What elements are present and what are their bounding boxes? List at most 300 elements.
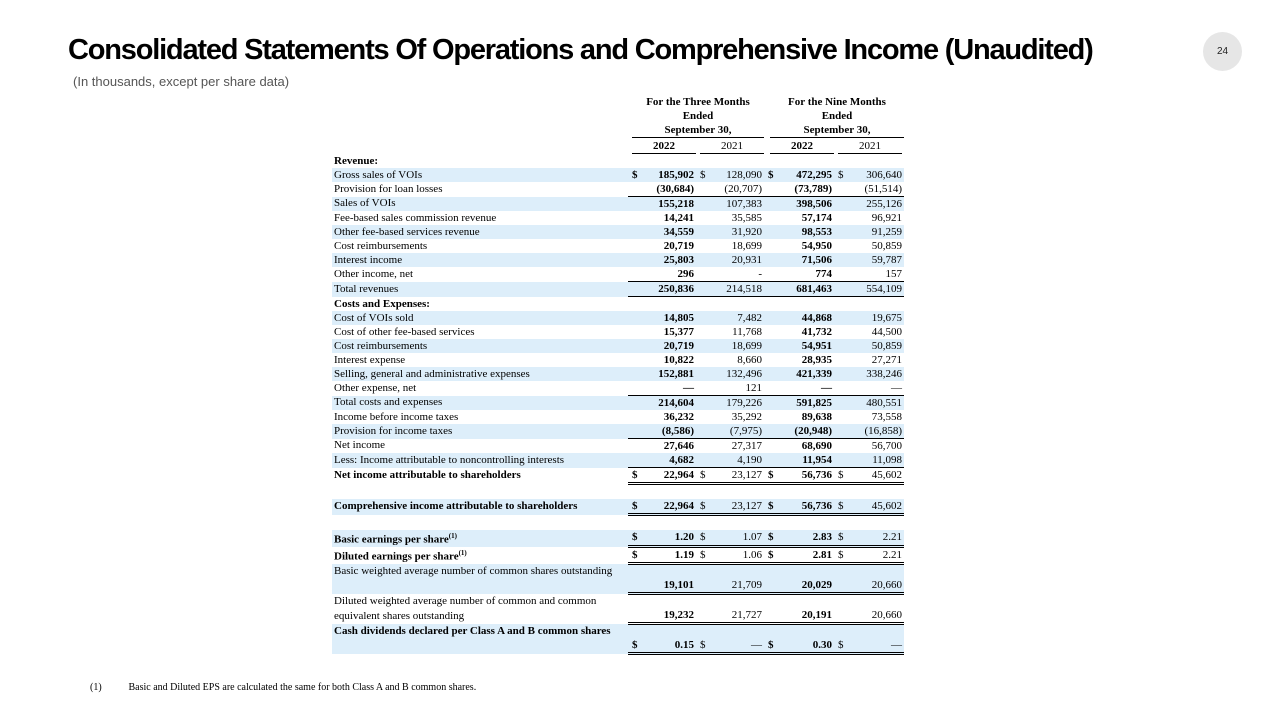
currency-cell <box>764 197 778 212</box>
currency-cell <box>834 439 848 454</box>
value-cell-nm-2021 <box>848 424 904 439</box>
value-cell-q-2021 <box>710 325 764 339</box>
currency-cell <box>834 197 848 212</box>
row-label <box>332 211 628 225</box>
value-cell-nm-2022 <box>778 168 834 182</box>
currency-cell <box>834 225 848 239</box>
table-row <box>332 547 904 564</box>
table-row <box>332 211 904 225</box>
value-text: 45,602 <box>871 468 903 481</box>
currency-cell <box>696 253 710 267</box>
currency-cell <box>696 410 710 424</box>
value-cell-nm-2021 <box>848 439 904 454</box>
value-cell-nm-2022 <box>778 468 834 484</box>
row-label <box>332 253 628 267</box>
value-cell-nm-2021 <box>848 225 904 239</box>
value-cell-nm-2022 <box>778 211 834 225</box>
currency-cell <box>628 311 642 325</box>
value-cell-nm-2022 <box>778 396 834 411</box>
value-cell-q-2022 <box>642 239 696 253</box>
table-row <box>332 239 904 253</box>
value-text: 2.21 <box>882 531 903 544</box>
value-cell-q-2021 <box>710 499 764 515</box>
value-cell-nm-2022 <box>778 239 834 253</box>
row-label-text: Total revenues <box>334 282 399 295</box>
row-label <box>332 267 628 282</box>
currency-cell <box>764 239 778 253</box>
value-cell-q-2022 <box>642 282 696 297</box>
value-cell-nm-2022 <box>778 282 834 297</box>
currency-symbol: $ <box>700 639 706 652</box>
currency-cell <box>764 564 778 594</box>
value-text: 155,218 <box>658 197 694 210</box>
value-cell-nm-2021 <box>848 211 904 225</box>
value-text: 11,768 <box>732 325 762 338</box>
value-text: 214,604 <box>658 396 694 409</box>
currency-cell <box>834 168 848 182</box>
value-cell-q-2021 <box>710 410 764 424</box>
currency-cell <box>696 381 710 396</box>
value-text: 132,496 <box>726 367 762 380</box>
value-text: 338,246 <box>866 367 903 380</box>
currency-cell <box>764 339 778 353</box>
value-text: 774 <box>815 267 832 280</box>
currency-symbol: $ <box>768 468 774 481</box>
currency-cell <box>696 267 710 282</box>
currency-cell <box>696 367 710 381</box>
currency-cell <box>628 624 642 654</box>
nine-months-header-line1: For the Nine Months <box>788 96 886 108</box>
value-text: 23,127 <box>731 499 762 512</box>
currency-cell <box>696 453 710 468</box>
value-cell-q-2021 <box>710 453 764 468</box>
table-row <box>332 439 904 454</box>
row-label-text: Cost reimbursements <box>334 239 428 252</box>
value-cell-nm-2022 <box>778 499 834 515</box>
row-label <box>332 547 628 564</box>
currency-cell <box>696 439 710 454</box>
value-cell-q-2022 <box>642 594 696 624</box>
row-label <box>332 624 628 654</box>
value-cell-q-2021 <box>710 468 764 484</box>
value-text: 44,868 <box>801 311 832 324</box>
page-number-badge <box>1203 32 1242 71</box>
value-cell-q-2022 <box>642 547 696 564</box>
currency-cell <box>696 325 710 339</box>
value-text: 19,232 <box>663 609 694 622</box>
currency-cell <box>696 182 710 197</box>
currency-cell <box>764 439 778 454</box>
value-text: 59,787 <box>871 253 903 266</box>
value-cell-nm-2022 <box>778 410 834 424</box>
value-cell-q-2021 <box>710 168 764 182</box>
row-label-text: Cost of other fee-based services <box>334 325 475 338</box>
value-cell-nm-2022 <box>778 197 834 212</box>
three-months-header <box>632 95 764 138</box>
table-row <box>332 396 904 411</box>
currency-cell <box>628 367 642 381</box>
value-cell-nm-2022 <box>778 564 834 594</box>
row-label <box>332 594 628 624</box>
value-cell-q-2021 <box>710 211 764 225</box>
value-text: (7,975) <box>729 424 762 437</box>
currency-cell <box>764 453 778 468</box>
value-text: 35,585 <box>731 211 762 224</box>
row-label-text: Other expense, net <box>334 381 417 394</box>
row-label <box>332 353 628 367</box>
value-cell-q-2022 <box>642 381 696 396</box>
value-cell-q-2022 <box>642 211 696 225</box>
currency-cell <box>628 253 642 267</box>
currency-cell <box>696 624 710 654</box>
currency-cell <box>834 424 848 439</box>
currency-cell <box>764 396 778 411</box>
footnote-number: (1) <box>90 682 102 693</box>
value-cell-nm-2022 <box>778 325 834 339</box>
value-text: 4,682 <box>669 453 694 466</box>
currency-symbol: $ <box>768 548 774 561</box>
value-text: 14,805 <box>663 311 694 324</box>
row-label <box>332 564 628 594</box>
value-text: 1.06 <box>742 548 762 561</box>
value-text: 20,931 <box>731 253 762 266</box>
currency-cell <box>764 325 778 339</box>
currency-cell <box>834 594 848 624</box>
value-cell-nm-2021 <box>848 325 904 339</box>
value-cell-q-2022 <box>642 168 696 182</box>
three-months-header-line3: September 30, <box>632 123 764 138</box>
value-cell-q-2021 <box>710 339 764 353</box>
row-label <box>332 168 628 182</box>
value-cell-q-2022 <box>642 311 696 325</box>
table-row <box>332 468 904 484</box>
table-row <box>332 594 904 624</box>
value-cell-nm-2021 <box>848 624 904 654</box>
value-text: 179,226 <box>726 396 762 409</box>
spacer-row <box>332 484 904 500</box>
table-row <box>332 225 904 239</box>
section-header-row <box>332 154 904 168</box>
value-text: 185,902 <box>658 168 694 181</box>
currency-cell <box>696 468 710 484</box>
year-header-nm-2022: 2022 <box>770 139 834 154</box>
footnote-text: Basic and Diluted EPS are calculated the same for both Class A and B common shares. <box>128 682 477 693</box>
currency-cell <box>628 499 642 515</box>
currency-cell <box>628 468 642 484</box>
value-cell-q-2021 <box>710 197 764 212</box>
currency-cell <box>628 396 642 411</box>
value-text: 306,640 <box>866 168 903 181</box>
value-text: 1.20 <box>674 531 694 544</box>
currency-symbol: $ <box>768 639 774 652</box>
currency-cell <box>834 564 848 594</box>
table-row <box>332 182 904 197</box>
row-label-text: Cost of VOIs sold <box>334 311 414 324</box>
row-label-text: Revenue: <box>334 154 378 167</box>
value-text: 23,127 <box>731 468 762 481</box>
currency-cell <box>764 168 778 182</box>
row-label <box>332 325 628 339</box>
currency-cell <box>696 499 710 515</box>
value-cell-nm-2021 <box>848 499 904 515</box>
nine-months-header <box>770 95 904 138</box>
value-cell-nm-2021 <box>848 410 904 424</box>
currency-symbol: $ <box>768 499 774 512</box>
row-label <box>332 225 628 239</box>
currency-cell <box>764 182 778 197</box>
table-row <box>332 453 904 468</box>
currency-cell <box>696 530 710 547</box>
value-text: 27,646 <box>663 439 694 452</box>
currency-cell <box>764 311 778 325</box>
value-text: 27,317 <box>731 439 762 452</box>
value-text: 54,951 <box>801 339 832 352</box>
spacer-row <box>332 515 904 531</box>
value-text: 22,964 <box>663 499 694 512</box>
value-text: 14,241 <box>663 211 694 224</box>
value-text: — <box>891 381 903 394</box>
value-cell-nm-2022 <box>778 453 834 468</box>
row-label <box>332 297 904 312</box>
value-text: 152,881 <box>658 367 694 380</box>
value-cell-nm-2022 <box>778 424 834 439</box>
value-cell-nm-2021 <box>848 253 904 267</box>
row-label <box>332 311 628 325</box>
value-text: 91,259 <box>871 225 903 238</box>
value-text: 57,174 <box>801 211 832 224</box>
value-cell-q-2022 <box>642 267 696 282</box>
section-header-row <box>332 297 904 312</box>
currency-cell <box>628 530 642 547</box>
row-label <box>332 439 628 454</box>
value-text: 35,292 <box>731 410 762 423</box>
value-cell-nm-2021 <box>848 547 904 564</box>
currency-cell <box>628 439 642 454</box>
row-label-text: Gross sales of VOIs <box>334 168 423 181</box>
value-text: — <box>751 639 762 652</box>
value-cell-nm-2021 <box>848 353 904 367</box>
value-cell-q-2022 <box>642 339 696 353</box>
row-label-text: Basic weighted average number of common shares outstanding <box>334 564 613 577</box>
currency-cell <box>834 325 848 339</box>
row-label <box>332 468 628 484</box>
currency-cell <box>764 624 778 654</box>
value-cell-q-2022 <box>642 182 696 197</box>
value-text: (20,707) <box>724 182 762 195</box>
value-cell-q-2021 <box>710 439 764 454</box>
value-text: 250,836 <box>658 282 694 295</box>
row-label <box>332 381 628 396</box>
value-cell-nm-2021 <box>848 367 904 381</box>
currency-cell <box>628 410 642 424</box>
value-cell-q-2021 <box>710 594 764 624</box>
value-text: 0.30 <box>812 639 832 652</box>
currency-cell <box>764 267 778 282</box>
row-label <box>332 424 628 439</box>
value-cell-nm-2021 <box>848 530 904 547</box>
currency-cell <box>834 530 848 547</box>
currency-symbol: $ <box>838 168 844 181</box>
row-label <box>332 484 904 500</box>
currency-cell <box>696 311 710 325</box>
row-label-text: Costs and Expenses: <box>334 297 430 310</box>
currency-cell <box>834 396 848 411</box>
currency-cell <box>834 239 848 253</box>
row-label-text: Provision for loan losses <box>334 182 443 195</box>
currency-symbol: $ <box>632 468 638 481</box>
row-label-text: Other fee-based services revenue <box>334 225 480 238</box>
value-cell-nm-2022 <box>778 594 834 624</box>
value-text: 54,950 <box>801 239 832 252</box>
value-text: 50,859 <box>871 239 903 252</box>
value-text: 681,463 <box>796 282 832 295</box>
currency-cell <box>764 499 778 515</box>
value-cell-nm-2022 <box>778 267 834 282</box>
value-text: 22,964 <box>663 468 694 481</box>
currency-cell <box>696 353 710 367</box>
value-cell-q-2021 <box>710 367 764 381</box>
value-cell-q-2021 <box>710 424 764 439</box>
currency-cell <box>764 211 778 225</box>
table-row <box>332 311 904 325</box>
year-header-q-2022: 2022 <box>632 139 696 154</box>
value-cell-q-2021 <box>710 353 764 367</box>
footnote-ref: (1) <box>458 548 467 557</box>
value-text: — <box>683 381 694 394</box>
currency-symbol: $ <box>838 531 844 544</box>
value-cell-q-2022 <box>642 410 696 424</box>
value-cell-nm-2021 <box>848 564 904 594</box>
value-text: 255,126 <box>866 197 903 210</box>
value-text: 480,551 <box>866 396 903 409</box>
currency-symbol: $ <box>700 499 706 512</box>
value-cell-nm-2022 <box>778 367 834 381</box>
row-label-text: Selling, general and administrative expenses <box>334 367 530 380</box>
currency-cell <box>628 381 642 396</box>
value-cell-q-2021 <box>710 624 764 654</box>
page-number: 24 <box>1216 46 1229 57</box>
page-title: Consolidated Statements Of Operations and Comprehensive Income (Unaudited) <box>68 34 1093 66</box>
currency-cell <box>764 530 778 547</box>
currency-symbol: $ <box>632 548 638 561</box>
value-cell-nm-2021 <box>848 396 904 411</box>
value-cell-q-2022 <box>642 439 696 454</box>
value-cell-nm-2021 <box>848 182 904 197</box>
value-text: (51,514) <box>864 182 903 195</box>
value-cell-q-2021 <box>710 564 764 594</box>
currency-cell <box>764 547 778 564</box>
currency-cell <box>764 253 778 267</box>
value-text: 10,822 <box>663 353 694 366</box>
value-cell-q-2021 <box>710 282 764 297</box>
value-cell-nm-2022 <box>778 439 834 454</box>
row-label-text: Net income attributable to shareholders <box>334 469 521 481</box>
value-text: 96,921 <box>871 211 903 224</box>
currency-symbol: $ <box>632 531 638 544</box>
value-text: 128,090 <box>726 168 762 181</box>
value-text: 28,935 <box>801 353 832 366</box>
table-row <box>332 530 904 547</box>
value-text: 56,700 <box>871 439 903 452</box>
value-cell-q-2021 <box>710 225 764 239</box>
nine-months-header-line2: Ended <box>821 110 853 122</box>
value-text: 21,709 <box>731 579 762 592</box>
value-cell-nm-2021 <box>848 339 904 353</box>
currency-symbol: $ <box>838 499 844 512</box>
currency-cell <box>834 253 848 267</box>
currency-cell <box>834 381 848 396</box>
value-text: 68,690 <box>801 439 832 452</box>
currency-cell <box>696 211 710 225</box>
value-text: 296 <box>677 267 694 280</box>
value-cell-nm-2022 <box>778 225 834 239</box>
value-cell-q-2022 <box>642 353 696 367</box>
currency-cell <box>834 453 848 468</box>
currency-symbol: $ <box>838 468 844 481</box>
currency-cell <box>834 624 848 654</box>
row-label-text: Comprehensive income attributable to shareholders <box>334 500 578 513</box>
value-text: 11,954 <box>802 453 832 466</box>
row-label <box>332 499 628 515</box>
row-label-text: Cost reimbursements <box>334 339 428 352</box>
value-text: 20,660 <box>871 609 903 622</box>
value-text: 2.81 <box>812 548 832 561</box>
value-text: 107,383 <box>726 197 762 210</box>
value-cell-nm-2022 <box>778 547 834 564</box>
currency-cell <box>834 282 848 297</box>
value-text: 398,506 <box>796 197 832 210</box>
value-text: 34,559 <box>663 225 694 238</box>
value-cell-nm-2021 <box>848 168 904 182</box>
value-text: (30,684) <box>656 182 694 195</box>
value-text: 472,295 <box>796 168 832 181</box>
value-cell-q-2021 <box>710 547 764 564</box>
value-text: 50,859 <box>871 339 903 352</box>
value-text: 157 <box>885 267 903 280</box>
value-text: — <box>821 381 832 394</box>
row-label-text: Interest income <box>334 253 403 266</box>
currency-cell <box>764 225 778 239</box>
value-text: 21,727 <box>731 609 762 622</box>
currency-cell <box>628 182 642 197</box>
row-label <box>332 239 628 253</box>
table-row <box>332 381 904 396</box>
currency-cell <box>696 564 710 594</box>
table-row <box>332 353 904 367</box>
table-row <box>332 339 904 353</box>
value-text: 19,675 <box>871 311 903 324</box>
value-text: 20,719 <box>663 339 694 352</box>
footnote <box>90 682 476 693</box>
row-label <box>332 197 628 212</box>
currency-symbol: $ <box>632 639 638 652</box>
column-headers <box>332 95 904 155</box>
value-cell-nm-2021 <box>848 594 904 624</box>
currency-cell <box>628 197 642 212</box>
table-row <box>332 410 904 424</box>
currency-cell <box>834 468 848 484</box>
value-cell-nm-2022 <box>778 182 834 197</box>
value-text: 1.07 <box>742 531 762 544</box>
value-text: — <box>891 639 903 652</box>
value-text: 121 <box>745 381 762 394</box>
currency-symbol: $ <box>700 548 706 561</box>
value-text: 2.83 <box>812 531 832 544</box>
value-text: 2.21 <box>882 548 903 561</box>
nine-months-header-line3: September 30, <box>770 123 904 138</box>
value-cell-nm-2021 <box>848 197 904 212</box>
value-cell-q-2022 <box>642 624 696 654</box>
